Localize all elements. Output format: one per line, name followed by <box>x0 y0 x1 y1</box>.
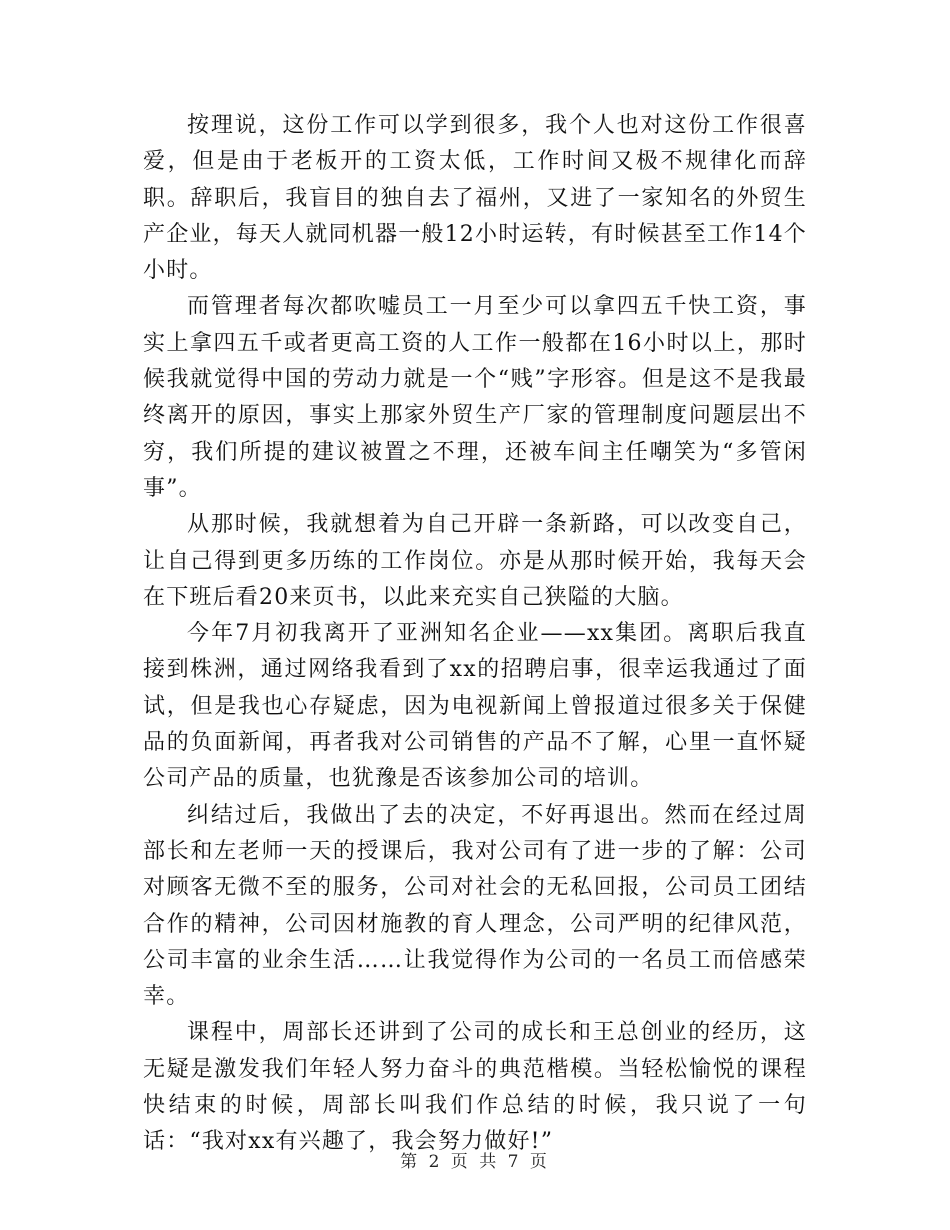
paragraph: 从那时候，我就想着为自己开辟一条新路，可以改变自己，让自己得到更多历练的工作岗位。亦是从那时候开始，我每天会在下班后看20来页书，以此来充实自己狭隘的大脑。 <box>143 512 807 610</box>
page-number-footer: 第 2 页 共 7 页 <box>400 1152 550 1172</box>
paragraph: 课程中，周部长还讲到了公司的成长和王总创业的经历，这无疑是激发我们年轻人努力奋斗的典范楷模。当轻松愉悦的课程快结束的时候，周部长叫我们作总结的时候，我只说了一句话：“我对xx有兴趣了，我会努力做好!” <box>143 1020 807 1155</box>
document-body <box>143 108 807 1161</box>
paragraph: 按理说，这份工作可以学到很多，我个人也对这份工作很喜爱，但是由于老板开的工资太低，工作时间又极不规律化而辞职。辞职后，我盲目的独自去了福州，又进了一家知名的外贸生产企业，每天人就同机器一般12小时运转，有时候甚至工作14个小时。 <box>143 113 807 284</box>
paragraph: 而管理者每次都吹嘘员工一月至少可以拿四五千快工资，事实上拿四五千或者更高工资的人工作一般都在16小时以上，那时候我就觉得中国的劳动力就是一个“贱”字形容。但是这不是我最终离开的原因，事实上那家外贸生产厂家的管理制度问题层出不穷，我们所提的建议被置之不理，还被车间主任嘲笑为“多管闲事”。 <box>143 294 807 501</box>
paragraph: 纠结过后，我做出了去的决定，不好再退出。然而在经过周部长和左老师一天的授课后，我对公司有了进一步的了解：公司对顾客无微不至的服务，公司对社会的无私回报，公司员工团结合作的精神，公司因材施教的育人理念，公司严明的纪律风范，公司丰富的业余生活……让我觉得作为公司的一名员工而倍感荣幸。 <box>143 802 807 1010</box>
paragraph: 今年7月初我离开了亚洲知名企业——xx集团。离职后我直接到株洲，通过网络我看到了xx的招聘启事，很幸运我通过了面试，但是我也心存疑虑，因为电视新闻上曾报道过很多关于保健品的负面新闻，再者我对公司销售的产品不了解，心里一直怀疑公司产品的质量，也犹豫是否该参加公司的培训。 <box>143 621 807 792</box>
